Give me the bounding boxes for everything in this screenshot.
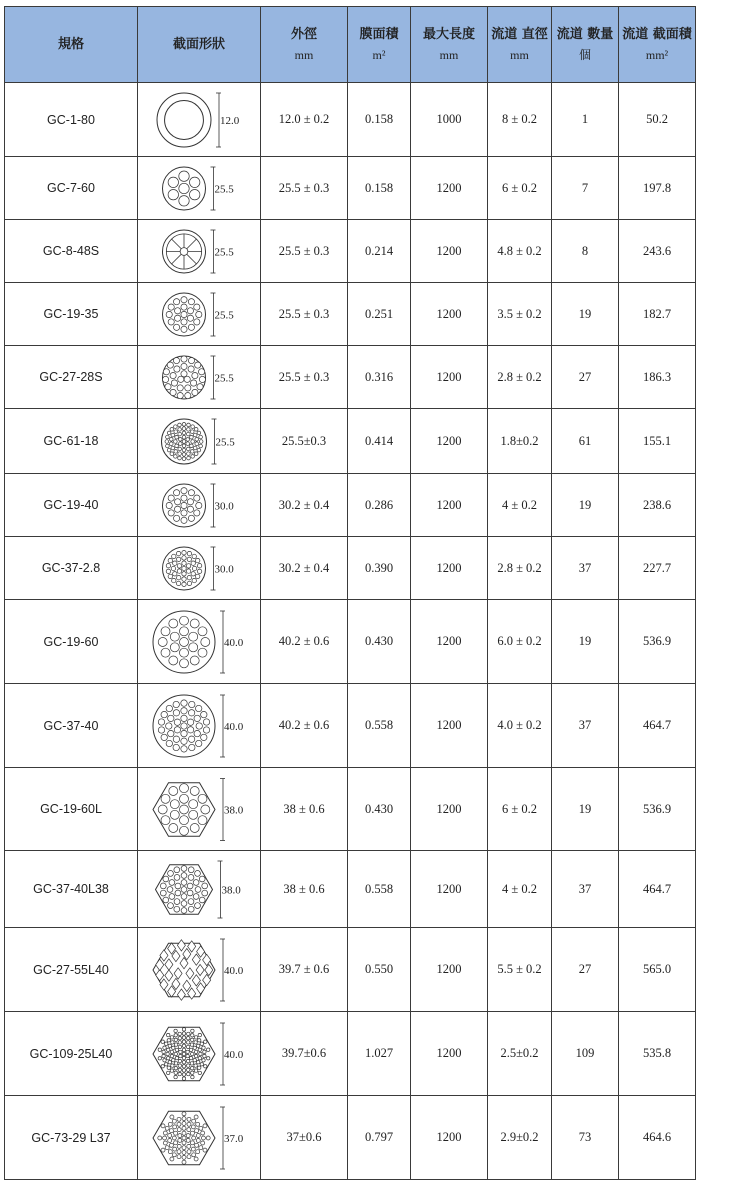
channel-area-cell: 536.9 (619, 600, 696, 684)
model-cell: GC-7-60 (5, 157, 138, 220)
membrane-area-cell: 1.027 (348, 1012, 411, 1096)
max-length-cell: 1200 (411, 684, 488, 768)
shape-cell (138, 283, 261, 346)
table-row (5, 684, 696, 768)
channel-count-cell: 37 (552, 851, 619, 928)
outer-diameter-cell: 39.7 ± 0.6 (261, 928, 348, 1012)
channel-diameter-cell: 2.9±0.2 (488, 1096, 552, 1180)
channel-diameter-cell: 4 ± 0.2 (488, 851, 552, 928)
shape-cell (138, 1096, 261, 1180)
outer-diameter-cell: 25.5 ± 0.3 (261, 220, 348, 283)
channel-count-cell: 19 (552, 768, 619, 851)
cross-section-diagram (140, 929, 258, 1011)
channel-diameter-cell: 4.0 ± 0.2 (488, 684, 552, 768)
model-cell: GC-37-40L38 (5, 851, 138, 928)
channel-count-cell: 19 (552, 474, 619, 537)
dimension-label: 25.5 (215, 436, 235, 448)
channel-diameter-cell: 2.8 ± 0.2 (488, 537, 552, 600)
channel-area-cell: 464.7 (619, 851, 696, 928)
channel-diameter-cell: 8 ± 0.2 (488, 83, 552, 157)
dimension-label: 12.0 (220, 114, 240, 127)
channel-area-cell: 155.1 (619, 409, 696, 474)
cross-section-diagram (140, 284, 258, 345)
max-length-cell: 1200 (411, 1012, 488, 1096)
channel-count-cell: 37 (552, 684, 619, 768)
outer-diameter-cell: 25.5±0.3 (261, 409, 348, 474)
channel-count-cell: 8 (552, 220, 619, 283)
max-length-cell: 1000 (411, 83, 488, 157)
header-shape: 截面形狀 (138, 7, 261, 83)
shape-cell (138, 768, 261, 851)
channel-diameter-cell: 5.5 ± 0.2 (488, 928, 552, 1012)
membrane-area-cell: 0.316 (348, 346, 411, 409)
model-cell: GC-109-25L40 (5, 1012, 138, 1096)
max-length-cell: 1200 (411, 600, 488, 684)
channel-area-cell: 565.0 (619, 928, 696, 1012)
outer-diameter-cell: 30.2 ± 0.4 (261, 537, 348, 600)
membrane-area-cell: 0.414 (348, 409, 411, 474)
cross-section-diagram (140, 410, 258, 473)
cross-section-diagram (140, 685, 258, 767)
max-length-cell: 1200 (411, 474, 488, 537)
cross-section-graphic (153, 1027, 215, 1081)
channel-area-cell: 186.3 (619, 346, 696, 409)
cross-section-graphic (163, 547, 206, 590)
model-cell: GC-73-29 L37 (5, 1096, 138, 1180)
outer-diameter-cell: 25.5 ± 0.3 (261, 346, 348, 409)
dimension-label: 38.0 (221, 884, 241, 896)
header-outer-diameter: 外徑 mm (261, 7, 348, 83)
channel-count-cell: 109 (552, 1012, 619, 1096)
outer-diameter-cell: 38 ± 0.6 (261, 851, 348, 928)
model-cell: GC-27-55L40 (5, 928, 138, 1012)
channel-area-cell: 243.6 (619, 220, 696, 283)
channel-count-cell: 27 (552, 346, 619, 409)
outer-diameter-cell: 40.2 ± 0.6 (261, 600, 348, 684)
model-cell: GC-19-35 (5, 283, 138, 346)
shape-cell (138, 928, 261, 1012)
model-cell: GC-19-40 (5, 474, 138, 537)
cross-section-diagram (140, 769, 258, 850)
dimension-label: 40.0 (224, 636, 244, 649)
outer-diameter-cell: 40.2 ± 0.6 (261, 684, 348, 768)
max-length-cell: 1200 (411, 537, 488, 600)
max-length-cell: 1200 (411, 157, 488, 220)
shape-cell (138, 1012, 261, 1096)
max-length-cell: 1200 (411, 851, 488, 928)
channel-area-cell: 50.2 (619, 83, 696, 157)
model-cell: GC-37-40 (5, 684, 138, 768)
cross-section-diagram (140, 221, 258, 282)
cross-section-graphic (162, 419, 207, 464)
header-membrane-area: 膜面積 m² (348, 7, 411, 83)
max-length-cell: 1200 (411, 928, 488, 1012)
table-row (5, 157, 696, 220)
shape-cell (138, 220, 261, 283)
membrane-area-cell: 0.558 (348, 684, 411, 768)
header-channel-diameter: 流道 直徑 mm (488, 7, 552, 83)
membrane-area-cell: 0.214 (348, 220, 411, 283)
shape-cell (138, 600, 261, 684)
cross-section-diagram (140, 852, 258, 927)
channel-area-cell: 464.6 (619, 1096, 696, 1180)
table-row (5, 346, 696, 409)
table-row (5, 409, 696, 474)
cross-section-diagram (140, 1013, 258, 1095)
channel-area-cell: 536.9 (619, 768, 696, 851)
channel-count-cell: 19 (552, 283, 619, 346)
membrane-area-cell: 0.158 (348, 83, 411, 157)
channel-area-cell: 227.7 (619, 537, 696, 600)
cross-section-diagram (140, 84, 258, 156)
cross-section-diagram (140, 1097, 258, 1179)
shape-cell (138, 537, 261, 600)
model-cell: GC-27-28S (5, 346, 138, 409)
cross-section-diagram (140, 538, 258, 599)
membrane-area-cell: 0.550 (348, 928, 411, 1012)
channel-diameter-cell: 4.8 ± 0.2 (488, 220, 552, 283)
cross-section-graphic (153, 611, 215, 673)
channel-count-cell: 73 (552, 1096, 619, 1180)
header-max-length: 最大長度 mm (411, 7, 488, 83)
shape-cell (138, 83, 261, 157)
membrane-area-cell: 0.286 (348, 474, 411, 537)
table-row (5, 537, 696, 600)
channel-area-cell: 535.8 (619, 1012, 696, 1096)
channel-diameter-cell: 3.5 ± 0.2 (488, 283, 552, 346)
model-cell: GC-1-80 (5, 83, 138, 157)
table-row (5, 768, 696, 851)
table-row (5, 600, 696, 684)
dimension-label: 38.0 (224, 804, 244, 816)
channel-area-cell: 197.8 (619, 157, 696, 220)
dimension-label: 30.0 (214, 563, 234, 575)
max-length-cell: 1200 (411, 409, 488, 474)
membrane-area-cell: 0.797 (348, 1096, 411, 1180)
channel-count-cell: 19 (552, 600, 619, 684)
outer-diameter-cell: 12.0 ± 0.2 (261, 83, 348, 157)
model-cell: GC-19-60L (5, 768, 138, 851)
outer-diameter-cell: 39.7±0.6 (261, 1012, 348, 1096)
cross-section-graphic (153, 1111, 215, 1165)
channel-diameter-cell: 6.0 ± 0.2 (488, 600, 552, 684)
channel-diameter-cell: 4 ± 0.2 (488, 474, 552, 537)
max-length-cell: 1200 (411, 768, 488, 851)
dimension-label: 40.0 (224, 964, 244, 977)
cross-section-diagram (140, 347, 258, 408)
cross-section-diagram (140, 158, 258, 219)
shape-cell (138, 684, 261, 768)
channel-count-cell: 27 (552, 928, 619, 1012)
channel-area-cell: 238.6 (619, 474, 696, 537)
cross-section-graphic (156, 864, 213, 913)
shape-cell (138, 474, 261, 537)
shape-cell (138, 346, 261, 409)
dimension-label: 40.0 (224, 720, 244, 733)
channel-diameter-cell: 2.8 ± 0.2 (488, 346, 552, 409)
cross-section-diagram (140, 601, 258, 683)
table-row (5, 851, 696, 928)
channel-count-cell: 7 (552, 157, 619, 220)
header-channel-count: 流道 數量 個 (552, 7, 619, 83)
channel-diameter-cell: 2.5±0.2 (488, 1012, 552, 1096)
max-length-cell: 1200 (411, 346, 488, 409)
cross-section-graphic (163, 355, 206, 398)
model-cell: GC-37-2.8 (5, 537, 138, 600)
spec-table (4, 6, 696, 1180)
channel-diameter-cell: 6 ± 0.2 (488, 157, 552, 220)
header-model: 規格 (5, 7, 138, 83)
cross-section-graphic (163, 167, 206, 210)
cross-section-graphic (153, 782, 215, 836)
membrane-area-cell: 0.251 (348, 283, 411, 346)
table-row (5, 283, 696, 346)
header-channel-area: 流道 截面積 mm² (619, 7, 696, 83)
dimension-label: 40.0 (224, 1048, 244, 1061)
shape-cell (138, 851, 261, 928)
table-row (5, 1012, 696, 1096)
channel-diameter-cell: 6 ± 0.2 (488, 768, 552, 851)
membrane-area-cell: 0.158 (348, 157, 411, 220)
channel-area-cell: 464.7 (619, 684, 696, 768)
dimension-label: 25.5 (214, 309, 234, 321)
membrane-area-cell: 0.390 (348, 537, 411, 600)
dimension-label: 25.5 (214, 183, 234, 195)
outer-diameter-cell: 30.2 ± 0.4 (261, 474, 348, 537)
dimension-label: 30.0 (214, 500, 234, 512)
membrane-area-cell: 0.430 (348, 600, 411, 684)
cross-section-diagram (140, 475, 258, 536)
shape-cell (138, 409, 261, 474)
cross-section-graphic (163, 484, 206, 527)
cross-section-graphic (153, 939, 215, 1000)
max-length-cell: 1200 (411, 283, 488, 346)
table-body (5, 83, 696, 1180)
cross-section-graphic (163, 230, 206, 273)
membrane-area-cell: 0.558 (348, 851, 411, 928)
max-length-cell: 1200 (411, 1096, 488, 1180)
channel-count-cell: 61 (552, 409, 619, 474)
outer-diameter-cell: 25.5 ± 0.3 (261, 283, 348, 346)
header-row (5, 7, 696, 83)
model-cell: GC-61-18 (5, 409, 138, 474)
dimension-label: 37.0 (224, 1132, 244, 1145)
outer-diameter-cell: 38 ± 0.6 (261, 768, 348, 851)
outer-diameter-cell: 25.5 ± 0.3 (261, 157, 348, 220)
channel-count-cell: 37 (552, 537, 619, 600)
dimension-label: 25.5 (214, 246, 234, 258)
table-row (5, 928, 696, 1012)
membrane-area-cell: 0.430 (348, 768, 411, 851)
dimension-label: 25.5 (214, 372, 234, 384)
table-row (5, 83, 696, 157)
table-row (5, 474, 696, 537)
table-row (5, 1096, 696, 1180)
table-row (5, 220, 696, 283)
model-cell: GC-8-48S (5, 220, 138, 283)
outer-diameter-cell: 37±0.6 (261, 1096, 348, 1180)
shape-cell (138, 157, 261, 220)
cross-section-graphic (153, 695, 215, 757)
channel-diameter-cell: 1.8±0.2 (488, 409, 552, 474)
max-length-cell: 1200 (411, 220, 488, 283)
model-cell: GC-19-60 (5, 600, 138, 684)
cross-section-graphic (163, 293, 206, 336)
cross-section-graphic (157, 93, 211, 147)
channel-area-cell: 182.7 (619, 283, 696, 346)
channel-count-cell: 1 (552, 83, 619, 157)
